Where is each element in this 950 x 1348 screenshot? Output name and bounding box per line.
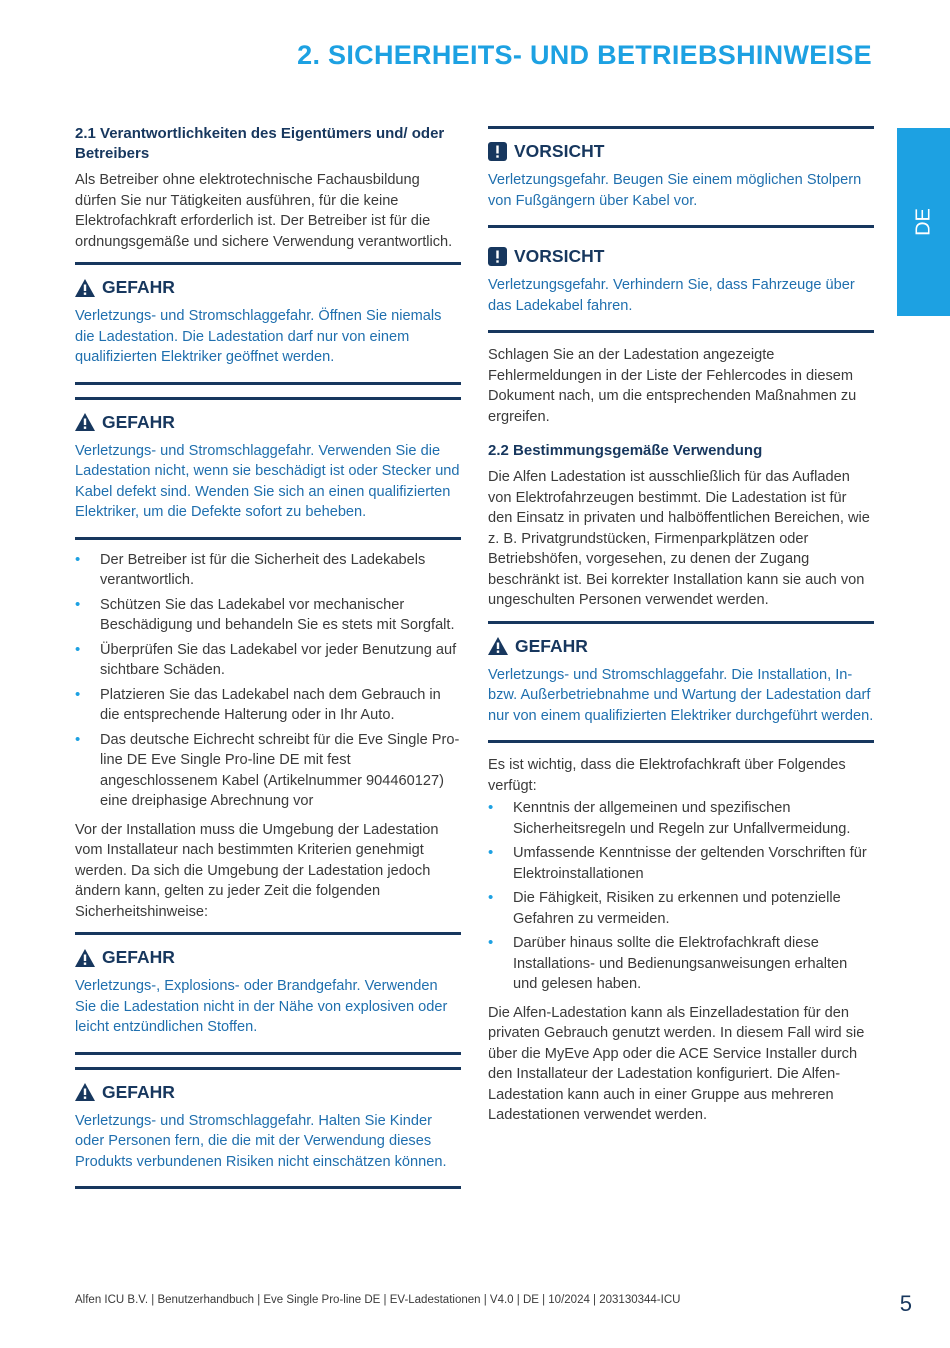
left-bullet-list [75, 550, 461, 812]
bullet-icon: • [488, 889, 494, 906]
section-2-1-text: Als Betreiber ohne elektrotechnische Fachausbildung dürfen Sie nur Tätigkeiten ausführen, für die keine Elektrofachkraft erforderlich ist. Der Betreiber ist für die ordnungsgemäße und sichere Verwendung verantwortlich. [75, 172, 453, 250]
bullet-icon: • [75, 550, 81, 568]
caution-box-2 [488, 225, 874, 333]
danger-box-2 [75, 397, 461, 540]
bullet-icon: • [75, 595, 81, 613]
list-item: • Der Betreiber ist für die Sicherheit des Ladekabels verantwortlich. [75, 550, 426, 588]
danger-box-right-title: GEFAHR [515, 635, 588, 656]
right-bullet-list [488, 798, 874, 995]
danger-box-3-title: GEFAHR [102, 947, 175, 967]
footer: Alfen ICU B.V. | Benutzerhandbuch | Eve Single Pro-line DE | EV-Ladestationen | V4.0 | DE | 10/2024 | 203130344-ICU [75, 1294, 681, 1306]
warning-triangle-icon [75, 949, 95, 967]
danger-box-right [488, 621, 874, 744]
danger-box-1 [75, 262, 461, 385]
danger-box-4 [75, 1067, 461, 1190]
caution-box-2-title: VORSICHT [514, 246, 605, 266]
bullet-icon: • [75, 685, 81, 703]
list-item: • Umfassende Kenntnisse der geltenden Vorschriften für Elektroinstallationen [488, 844, 867, 882]
list-item: • Das deutsche Eichrecht schreibt für die Eve Single Pro-line DE Eve Single Pro-line DE mit fest angeschlossenem Kabel (Artikelnummer 904460127) eine dreiphasige Abrechnung vor [75, 730, 460, 809]
right-paragraph-2: Es ist wichtig, dass die Elektrofachkraft über Folgendes verfügt: [488, 757, 846, 794]
section-2-1-heading: 2.1 Verantwortlichkeiten des Eigentümers und/ oder Betreibers [75, 125, 445, 162]
exclamation-square-icon [488, 247, 507, 266]
language-tab-label: DE [912, 208, 934, 236]
bullet-icon: • [488, 799, 494, 816]
caution-box-1-title: VORSICHT [514, 141, 605, 161]
danger-box-2-text: Verletzungs- und Stromschlaggefahr. Verwenden Sie die Ladestation nicht, wenn sie beschädigt ist oder Stecker und Kabel defekt sind. Wenden Sie sich an einen qualifizierten Elektriker, um die Defekte sofort zu beheben. [75, 442, 460, 520]
right-paragraph-1: Schlagen Sie an der Ladestation angezeigte Fehlermeldungen in der Liste der Fehlercodes in diesem Dokument nach, um die entsprechenden Maßnahmen zu ergreifen. [488, 347, 857, 425]
warning-triangle-icon [75, 279, 95, 297]
right-column [488, 126, 874, 1136]
left-column [75, 122, 461, 1201]
danger-box-2-title: GEFAHR [102, 411, 175, 432]
language-tab [897, 128, 950, 316]
list-item: • Die Fähigkeit, Risiken zu erkennen und potenzielle Gefahren zu vermeiden. [488, 889, 841, 927]
page-number: 5 [899, 1291, 912, 1316]
caution-box-1 [488, 126, 874, 225]
bullet-icon: • [75, 640, 81, 658]
danger-box-4-text: Verletzungs- und Stromschlaggefahr. Halten Sie Kinder oder Personen fern, die die mit der Verwendung dieses Produkts verbundenen Risiken nicht einschätzen können. [75, 1112, 447, 1170]
warning-triangle-icon [75, 413, 95, 431]
left-paragraph-2: Vor der Installation muss die Umgebung der Ladestation vom Installateur nach bestimmten Kriterien genehmigt werden. Da sich die Umgebung der Ladestation jedoch ändern kann, gelten zu jeder Zeit die folgenden Sicherheitshinweise: [75, 821, 439, 920]
bullet-icon: • [488, 934, 494, 951]
danger-box-right-text: Verletzungs- und Stromschlaggefahr. Die Installation, In- bzw. Außerbetriebnahme und Wartung der Ladestation darf nur von einem qualifizierten Elektriker durchgeführt werden. [488, 666, 874, 724]
danger-box-1-title: GEFAHR [102, 277, 175, 297]
danger-box-3-text: Verletzungs-, Explosions- oder Brandgefahr. Verwenden Sie die Ladestation nicht in der Nähe von explosiven oder leicht entzündlichen Stoffen. [75, 978, 448, 1035]
list-item: • Überprüfen Sie das Ladekabel vor jeder Benutzung auf sichtbare Schäden. [75, 640, 457, 678]
danger-box-4-title: GEFAHR [102, 1081, 175, 1102]
list-item: • Kenntnis der allgemeinen und spezifischen Sicherheitsregeln und Regeln zur Unfallvermeidung. [488, 799, 851, 837]
warning-triangle-icon [75, 1083, 95, 1101]
exclamation-square-icon [488, 142, 507, 161]
warning-triangle-icon [488, 637, 508, 655]
danger-box-3 [75, 932, 461, 1055]
section-2-2-text: Die Alfen Ladestation ist ausschließlich für das Aufladen von Elektrofahrzeugen bestimmt. Die Ladestation ist für den Einsatz in privaten und halböffentlichen Bereichen, wie z. B. Privatgrundstücken, Firmenparkplätzen oder Betriebshöfen, vorgesehen, zu denen der Zugang beschränkt ist. Bei korrekter Installation kann sie auch von ungeschulten Personen verwendet werden. [488, 469, 870, 608]
page-title: 2. SICHERHEITS- UND BETRIEBSHINWEISE [297, 40, 872, 70]
section-2-2-heading: 2.2 Bestimmungsgemäße Verwendung [488, 442, 763, 459]
bullet-icon: • [75, 730, 81, 748]
caution-box-2-text: Verletzungsgefahr. Verhindern Sie, dass Fahrzeuge über das Ladekabel fahren. [488, 277, 855, 314]
list-item: • Platzieren Sie das Ladekabel nach dem Gebrauch in die entsprechende Halterung oder in Ihr Auto. [75, 685, 441, 723]
list-item: • Schützen Sie das Ladekabel vor mechanischer Beschädigung und behandeln Sie es stets mit Sorgfalt. [75, 595, 455, 633]
caution-box-1-text: Verletzungsgefahr. Beugen Sie einem möglichen Stolpern von Fußgängern über Kabel vor. [488, 172, 862, 209]
bullet-icon: • [488, 844, 494, 861]
right-paragraph-3: Die Alfen-Ladestation kann als Einzelladestation für den privaten Gebrauch genutzt werden. In diesem Fall wird sie über die MyEve App oder die ACE Service Installer durch den Installateur der Ladestation konfiguriert. Die Alfen-Ladestation kann auch in einer Gruppe aus mehreren Ladestationen verwendet werden. [488, 1004, 865, 1123]
list-item: • Darüber hinaus sollte die Elektrofachkraft diese Installations- und Bedienungsanweisungen erhalten und gelesen haben. [488, 934, 848, 992]
danger-box-1-text: Verletzungs- und Stromschlaggefahr. Öffnen Sie niemals die Ladestation. Die Ladestation darf nur von einem qualifizierten Elektriker geöffnet werden. [75, 308, 442, 365]
